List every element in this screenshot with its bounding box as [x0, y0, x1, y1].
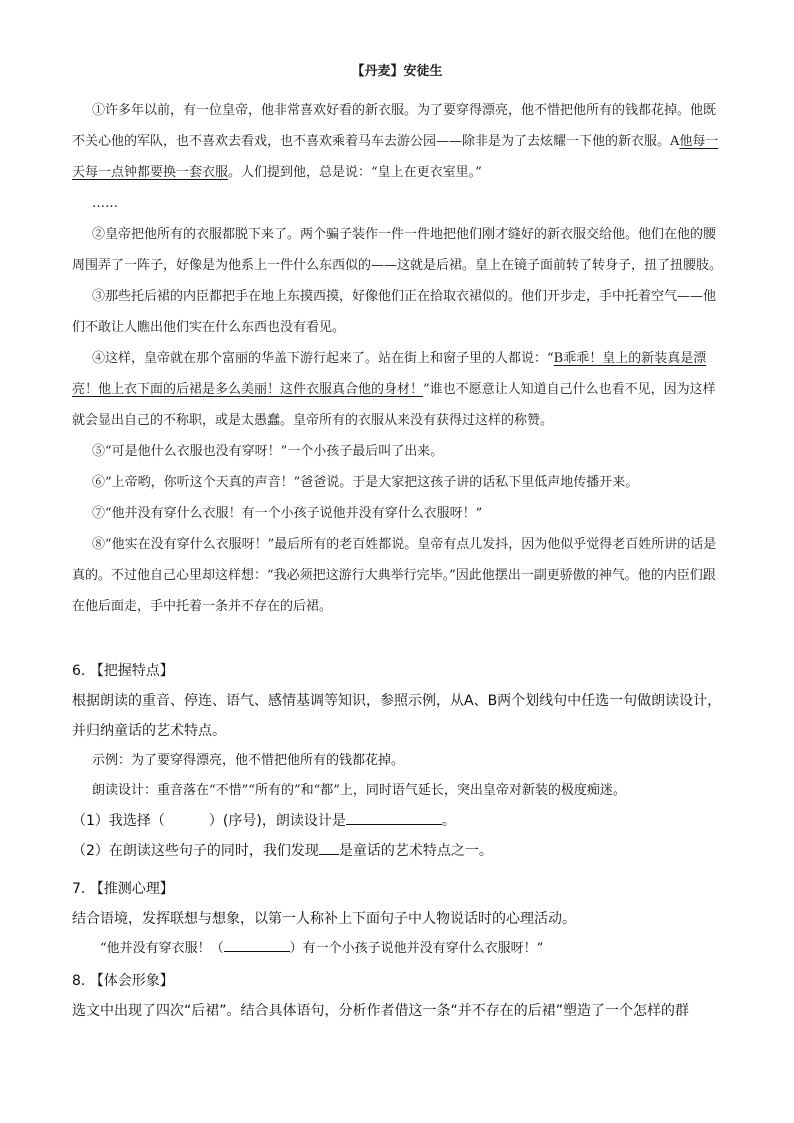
question-6-example: 示例：为了要穿得漂亮，他不惜把他所有的钱都花掉。	[92, 753, 405, 768]
question-7	[72, 874, 722, 964]
story-paragraph-8: ⑧“他实在没有穿什么衣服呀！”最后所有的老百姓都说。皇帝有点儿发抖，因为他似乎觉得老百姓所讲的话是真的。不过他自己心里却这样想：“我必须把这游行大典举行完毕。”因此他摆出一副更骄傲的神气。他的内臣们跟在他后面走，手中托着一条并不存在的后裙。	[72, 537, 717, 614]
answer-blank-design[interactable]	[346, 810, 442, 825]
question-6	[72, 656, 722, 866]
answer-blank-feature[interactable]	[319, 840, 339, 855]
question-7-heading: 7. 【推测心理】	[72, 881, 174, 897]
story-paragraph-7: ⑦“他并没有穿什么衣服！有一个小孩子说他并没有穿什么衣服呀！”	[92, 506, 483, 521]
question-6-prompt: 根据朗读的重音、停连、语气、感情基调等知识，参照示例，从A、B两个划线句中任选一句做朗读设计，并归纳童话的艺术特点。	[72, 693, 722, 739]
question-7-prompt: 结合语境，发挥联想与想象，以第一人称补上下面句子中人物说话时的心理活动。	[72, 911, 576, 927]
answer-blank-thought[interactable]	[224, 937, 290, 952]
question-8-prompt: 选文中出现了四次“后裙”。结合具体语句，分析作者借这一条“并不存在的后裙”塑造了一个怎样的群	[72, 1003, 690, 1019]
question-8	[72, 966, 722, 1026]
question-6-sub-2: （2）在朗读这些句子的同时，我们发现 是童话的艺术特点之一。	[72, 836, 722, 866]
story-paragraph-4: ④这样，皇帝就在那个富丽的华盖下游行起来了。站在街上和窗子里的人都说：“B乖乖！皇上的新装真是漂亮！他上衣下面的后裙是多么美丽！这件衣服真合他的身材！”谁也不愿意让人知道自己什么也看不见，因为这样就会显出自己的不称职，或是太愚蠢。皇帝所有的衣服从来没有获得过这样的称赞。	[72, 351, 716, 428]
story-paragraph-5: ⑤“可是他什么衣服也没有穿呀！”一个小孩子最后叫了出来。	[92, 444, 444, 459]
story-paragraph-3: ③那些托后裙的内臣都把手在地上东摸西摸，好像他们正在拾取衣裙似的。他们开步走，手中托着空气——他们不敢让人瞧出他们实在什么东西也没有看见。	[72, 289, 717, 335]
label-a: A	[670, 134, 680, 149]
story-paragraph-2: ②皇帝把他所有的衣服都脱下来了。两个骗子装作一件一件地把他们刚才缝好的新衣服交给他。他们在他的腰周围弄了一阵子，好像是为他系上一件什么东西似的——这就是后裙。皇上在镜子面前转了转身子，扭了扭腰肢。	[72, 227, 723, 273]
question-6-heading: 6. 【把握特点】	[72, 663, 174, 679]
question-7-quote: “他并没有穿衣服！（ ）有一个小孩子说他并没有穿什么衣服呀！”	[72, 934, 722, 964]
story-excerpt	[72, 95, 722, 622]
story-paragraph-1: ①许多年以前，有一位皇帝，他非常喜欢好看的新衣服。为了要穿得漂亮，他不惜把他所有的钱都花掉。他既不关心他的军队，也不喜欢去看戏，也不喜欢乘着马车去游公园——除非是为了去炫耀一下他的新衣服。A他每一天每一点钟都要换一套衣服。人们提到他，总是说：“皇上在更衣室里。”	[72, 103, 719, 180]
author-title: 【丹麦】安徒生	[351, 64, 443, 79]
underlined-sentence-b: B乖乖！皇上的新装真是漂亮！他上衣下面的后裙是多么美丽！这件衣服真合他的身材！	[72, 351, 707, 397]
question-8-heading: 8. 【体会形象】	[72, 973, 174, 989]
label-b: B	[553, 351, 564, 366]
question-6-sub-1: （1）我选择（ ）(序号)，朗读设计是 。	[72, 806, 722, 836]
story-paragraph-6: ⑥“上帝哟，你听这个天真的声音！”爸爸说。于是大家把这孩子讲的话私下里低声地传播开来。	[92, 475, 639, 490]
underlined-sentence-a: 他每一天每一点钟都要换一套衣服	[72, 134, 719, 180]
ellipsis: ……	[92, 196, 118, 211]
question-6-design: 朗读设计：重音落在“不惜”“所有的”和“都”上，同时语气延长，突出皇帝对新装的极度痴迷。	[92, 783, 626, 798]
